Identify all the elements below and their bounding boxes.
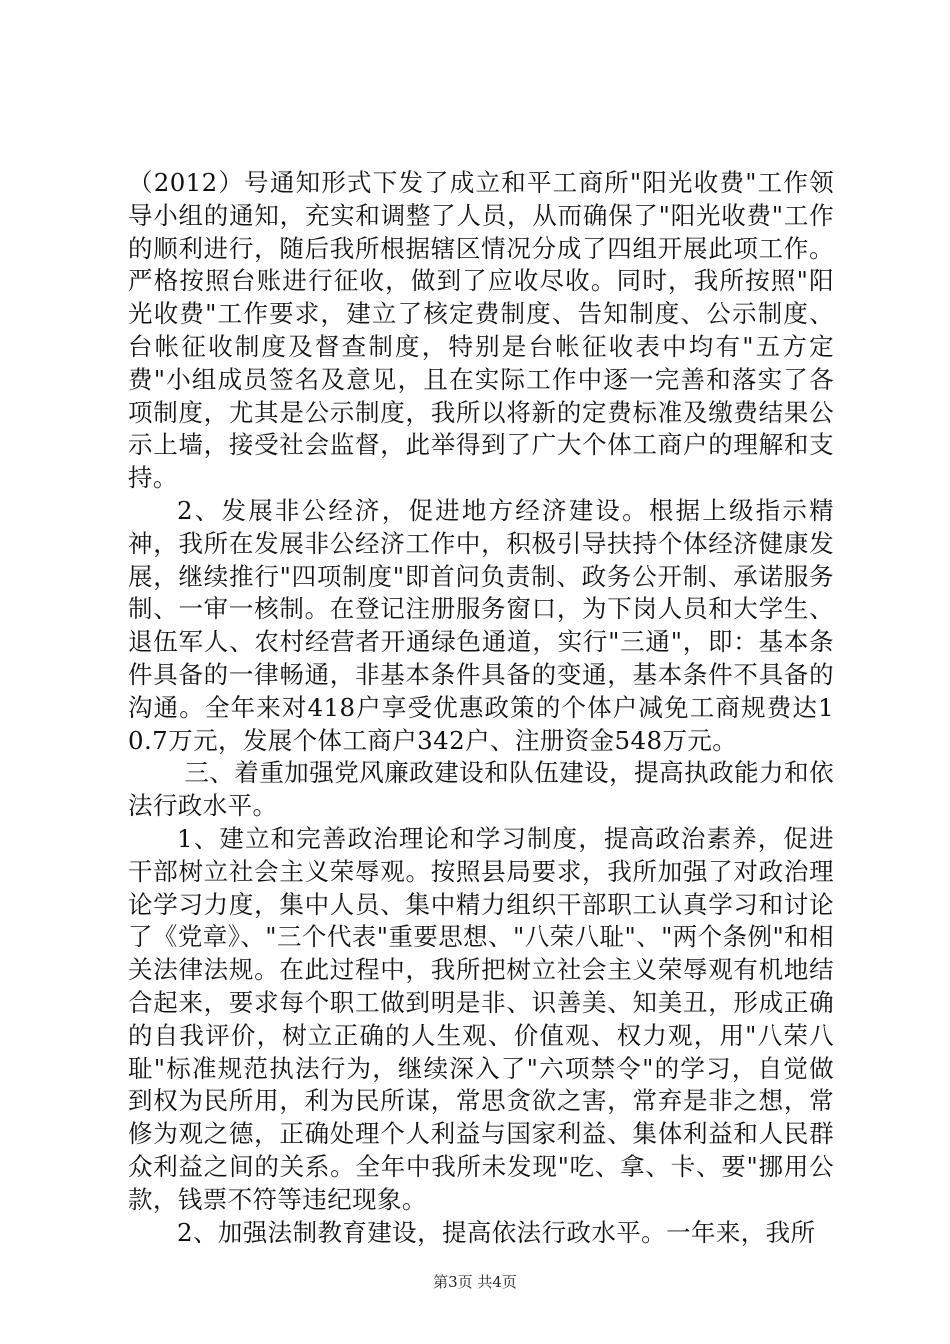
paragraph-political-study: 1、建立和完善政治理论和学习制度，提高政治素养，促进干部树立社会主义荣辱观。按照县局要求，我所加强了对政治理论学习力度，集中人员、集中精力组织干部职工认真学习和讨论了《党章》、"三个代表"重要思想、"八荣八耻"、"两个条例"和相关法律法规。在此过程中，我所把树立社会主义荣辱观有机地结合起来，要求每个职工做到明是非、识善美、知美丑，形成正确的自我评价，树立正确的人生观、价值观、权力观，用"八荣八耻"标准规范执法行为，继续深入了"六项禁令"的学习，自觉做到权为民所用，利为民所谋，常思贪欲之害，常弃是非之想，常修为观之德，正确处理个人利益与国家利益、集体利益和人民群众利益之间的关系。全年中我所未发现"吃、拿、卡、要"挪用公款，钱票不符等违纪现象。 xyxy=(128,823,834,1214)
paragraph-legal-education: 2、加强法制教育建设，提高依法行政水平。一年来，我所 xyxy=(177,1217,816,1247)
paragraph-non-public-economy: 2、发展非公经济，促进地方经济建设。根据上级指示精神，我所在发展非公经济工作中，积极引导扶持个体经济健康发展，继续推行"四项制度"即首问负责制、政务公开制、承诺服务制、一审一核制。在登记注册服务窗口，为下岗人员和大学生、退伍军人、农村经营者开通绿色通道，实行"三通"，即：基本条件具备的一律畅通，非基本条件具备的变通，基本条件不具备的沟通。全年来对418户享受优惠政策的个体户减免工商规费达10.7万元，发展个体工商户342户、注册资金548万元。 xyxy=(128,495,834,755)
document-body xyxy=(128,167,834,1249)
paragraph-sunshine-fees: （2012）号通知形式下发了成立和平工商所"阳光收费"工作领导小组的通知，充实和调整了人员，从而确保了"阳光收费"工作的顺利进行，随后我所根据辖区情况分成了四组开展此项工作。严格按照台账进行征收，做到了应收尽收。同时，我所按照"阳光收费"工作要求，建立了核定费制度、告知制度、公示制度、台帐征收制度及督查制度，特别是台帐征收表中均有"五方定费"小组成员签名及意见，且在实际工作中逐一完善和落实了各项制度，尤其是公示制度，我所以将新的定费标准及缴费结果公示上墙，接受社会监督，此举得到了广大个体工商户的理解和支持。 xyxy=(128,168,834,493)
section-heading-party-building: 三、着重加强党风廉政建设和队伍建设，提高执政能力和依法行政水平。 xyxy=(128,758,834,821)
page-footer: 第3页 共4页 xyxy=(433,1273,517,1291)
